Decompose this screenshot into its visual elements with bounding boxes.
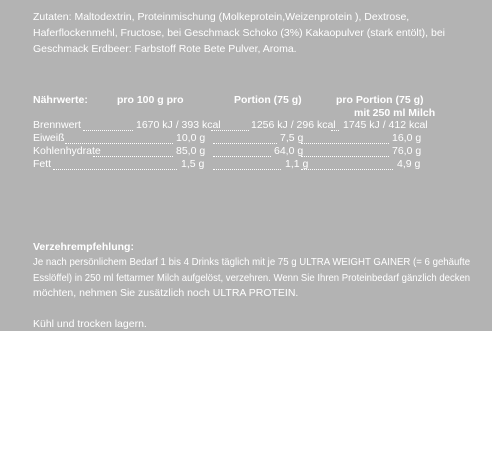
leader-dots <box>93 145 173 157</box>
value-100g: 10,0 g <box>176 132 206 144</box>
leader-dots <box>83 119 133 131</box>
storage-text: Kühl und trocken lagern. <box>33 318 147 330</box>
value-100g: 1,5 g <box>181 158 205 170</box>
nutrition-row <box>33 158 419 172</box>
value-portion: 64,0 g <box>274 145 304 157</box>
leader-dots <box>301 158 393 170</box>
leader-dots <box>213 132 277 144</box>
nutrition-row <box>33 132 422 146</box>
nutrition-row <box>33 119 428 133</box>
nutrient-name: Fett <box>33 158 52 170</box>
nutrient-name: Kohlenhydrate <box>33 145 101 157</box>
value-milk: 76,0 g <box>392 145 422 157</box>
leader-dots <box>331 119 339 131</box>
ingredients-text: Zutaten: Maltodextrin, Proteinmischung (Molkeprotein,Weizenprotein ), Dextrose, Haferflockenmehl, Fructose, bei Geschmack Schoko (3%) Kakaopulver (stark entölt), bei Geschmack Erdbeer: Farbstoff Rote Bete Pulver, Aroma. <box>33 11 446 55</box>
value-milk: 4,9 g <box>397 158 421 170</box>
nutrition-col-portion: Portion (75 g) <box>234 94 302 106</box>
value-100g: 85,0 g <box>176 145 206 157</box>
value-100g: 1670 kJ / 393 kcal <box>136 119 221 131</box>
nutrient-name: Eiweiß <box>33 132 65 144</box>
leader-dots <box>301 132 389 144</box>
nutrient-name: Brennwert <box>33 119 81 131</box>
leader-dots <box>211 119 249 131</box>
value-milk: 16,0 g <box>392 132 422 144</box>
value-milk: 1745 kJ / 412 kcal <box>343 119 428 131</box>
recommendation-line: möchten, nehmen Sie zusätzlich noch ULTRA PROTEIN. <box>33 287 299 299</box>
nutrition-col-100g: pro 100 g pro <box>117 94 184 106</box>
leader-dots <box>213 145 271 157</box>
recommendation-line: Je nach persönlichem Bedarf 1 bis 4 Drinks täglich mit je 75 g ULTRA WEIGHT GAINER (= 6 gehäufte <box>33 256 471 268</box>
leader-dots <box>213 158 281 170</box>
value-portion: 1,1 g <box>285 158 309 170</box>
nutrition-row <box>33 145 422 159</box>
nutrition-col-milk-2: mit 250 ml Milch <box>354 107 436 119</box>
recommendation-title: Verzehrempfehlung: <box>33 241 134 253</box>
nutrition-col-milk-1: pro Portion (75 g) <box>336 94 424 106</box>
recommendation-line: Esslöffel) in 250 ml fettarmer Milch aufgelöst, verzehren. Wenn Sie Ihren Proteinbedarf gänzlich decken <box>33 272 471 284</box>
leader-dots <box>65 132 173 144</box>
value-portion: 1256 kJ / 296 kcal <box>251 119 336 131</box>
leader-dots <box>301 145 389 157</box>
leader-dots <box>53 158 177 170</box>
nutrition-label: Nährwerte: <box>33 94 88 106</box>
value-portion: 7,5 g <box>280 132 304 144</box>
